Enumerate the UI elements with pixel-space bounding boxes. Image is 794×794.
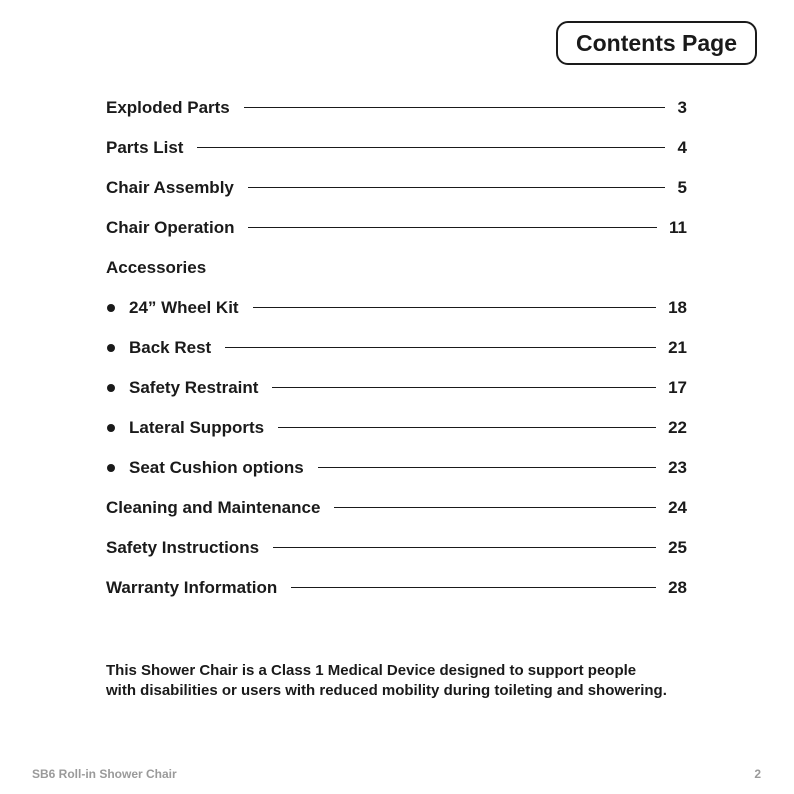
leader-line <box>273 547 656 548</box>
bullet-icon <box>107 344 115 352</box>
toc-entry-parts-list[interactable] <box>106 128 687 168</box>
toc-entry-label: Chair Operation <box>106 218 235 237</box>
leader-line <box>244 107 665 108</box>
medical-device-note <box>106 661 746 701</box>
toc-entry-chair-assembly[interactable] <box>106 168 687 208</box>
leader-line <box>291 587 656 588</box>
leader-line <box>318 467 656 468</box>
bullet-icon <box>107 464 115 472</box>
toc-entry-page: 4 <box>677 138 687 157</box>
toc-entry-page: 28 <box>668 578 687 597</box>
toc-entry-page: 25 <box>668 538 687 557</box>
toc-entry-label: Back Rest <box>129 338 212 357</box>
toc-entry-label: Exploded Parts <box>106 98 230 117</box>
toc-entry-label: Safety Restraint <box>129 378 259 397</box>
leader-line <box>253 307 656 308</box>
toc-entry-seat-cushion-options[interactable] <box>106 448 687 488</box>
table-of-contents <box>106 88 687 608</box>
toc-entry-safety-restraint[interactable] <box>106 368 687 408</box>
leader-line <box>248 187 665 188</box>
page-title: Contents Page <box>556 21 757 65</box>
toc-section-accessories <box>106 248 687 288</box>
leader-line <box>197 147 665 148</box>
toc-entry-page: 11 <box>669 218 687 237</box>
toc-section-label: Accessories <box>106 258 207 277</box>
toc-entry-label: Chair Assembly <box>106 178 234 197</box>
toc-entry-warranty-information[interactable] <box>106 568 687 608</box>
leader-line <box>334 507 656 508</box>
note-line-1: This Shower Chair is a Class 1 Medical Device designed to support people <box>106 662 637 679</box>
toc-entry-chair-operation[interactable] <box>106 208 687 248</box>
bullet-icon <box>107 384 115 392</box>
toc-entry-lateral-supports[interactable] <box>106 408 687 448</box>
toc-entry-exploded-parts[interactable] <box>106 88 687 128</box>
toc-entry-label: Parts List <box>106 138 184 157</box>
note-line-2: with disabilities or users with reduced mobility during toileting and showering. <box>106 682 667 699</box>
toc-entry-back-rest[interactable] <box>106 328 687 368</box>
toc-entry-label: 24” Wheel Kit <box>129 298 239 317</box>
toc-entry-page: 3 <box>677 98 687 117</box>
bullet-icon <box>107 304 115 312</box>
toc-entry-cleaning-maintenance[interactable] <box>106 488 687 528</box>
toc-entry-safety-instructions[interactable] <box>106 528 687 568</box>
leader-line <box>278 427 656 428</box>
leader-line <box>248 227 657 228</box>
toc-entry-page: 24 <box>668 498 687 517</box>
toc-entry-page: 17 <box>668 378 687 397</box>
toc-entry-label: Seat Cushion options <box>129 458 304 477</box>
toc-entry-label: Safety Instructions <box>106 538 260 557</box>
leader-line <box>225 347 656 348</box>
toc-entry-wheel-kit[interactable] <box>106 288 687 328</box>
toc-entry-page: 5 <box>677 178 687 197</box>
bullet-icon <box>107 424 115 432</box>
leader-line <box>272 387 656 388</box>
toc-entry-label: Warranty Information <box>106 578 278 597</box>
toc-entry-page: 22 <box>668 418 687 437</box>
toc-entry-page: 21 <box>668 338 687 357</box>
toc-entry-page: 23 <box>668 458 687 477</box>
toc-entry-label: Lateral Supports <box>129 418 265 437</box>
footer-page-number: 2 <box>754 767 761 781</box>
toc-entry-page: 18 <box>668 298 687 317</box>
toc-entry-label: Cleaning and Maintenance <box>106 498 321 517</box>
footer-product-name: SB6 Roll-in Shower Chair <box>32 767 177 781</box>
